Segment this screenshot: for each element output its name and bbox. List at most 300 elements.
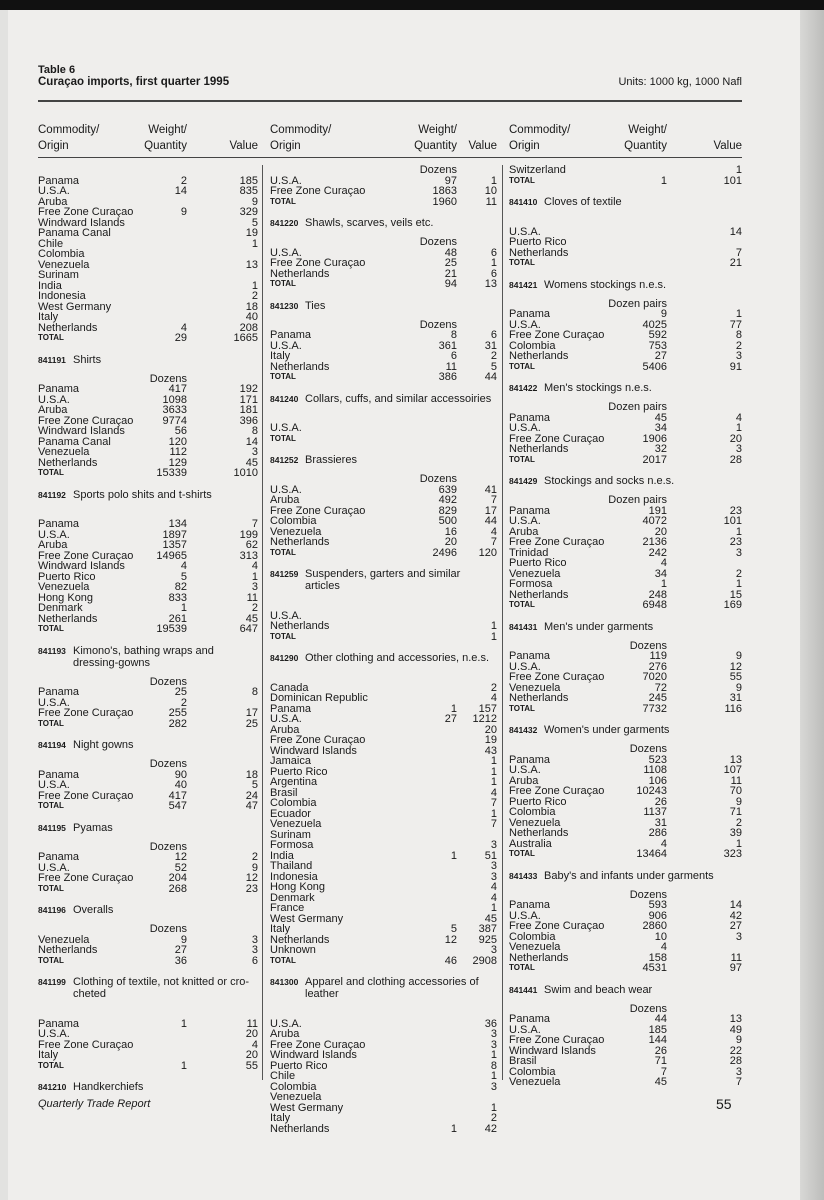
- quantity: 248: [648, 588, 667, 601]
- column-header: [509, 122, 742, 154]
- quantity: 97: [444, 174, 457, 187]
- quantity-header: [624, 122, 667, 154]
- origin-header: [509, 122, 570, 154]
- table-row: [509, 807, 742, 818]
- value: 10: [484, 185, 497, 197]
- commodity-section: [38, 739, 258, 812]
- origin: Puerto Rico: [270, 1059, 328, 1072]
- quantity: 6948: [642, 599, 667, 611]
- value: 2: [490, 350, 497, 362]
- value: 44: [484, 371, 497, 383]
- commodity-section: [270, 568, 497, 642]
- quantity: 14: [174, 185, 187, 197]
- quantity: 11: [445, 360, 457, 373]
- value: 1: [735, 525, 742, 538]
- commodity-title: Sports polo shits and t-shirts: [73, 488, 212, 501]
- table-row: [270, 423, 497, 434]
- unit-label-row: [270, 1008, 497, 1019]
- quantity: 27: [654, 350, 667, 362]
- unit-label: Dozens: [149, 840, 187, 853]
- value: 40: [245, 311, 258, 323]
- quantity: 2017: [642, 453, 667, 466]
- value: 17: [245, 707, 258, 719]
- total-row: [38, 956, 258, 967]
- quantity: 14965: [156, 549, 187, 562]
- quantity: 46: [444, 954, 457, 967]
- commodity-section: [509, 984, 742, 1088]
- total-label: TOTAL: [509, 600, 535, 609]
- origin: U.S.A.: [38, 528, 70, 541]
- quantity: 386: [438, 371, 457, 383]
- quantity: 29: [174, 332, 187, 344]
- table-row: [509, 248, 742, 259]
- table-row: [509, 516, 742, 527]
- origin: U.S.A.: [38, 779, 70, 791]
- table-row: [38, 791, 258, 802]
- total-label: TOTAL: [38, 624, 64, 633]
- origin: U.S.A.: [509, 1023, 541, 1036]
- table-row: [270, 351, 497, 362]
- table-row: [270, 819, 497, 830]
- unit-label-row: [38, 759, 258, 770]
- origin: Netherlands: [270, 360, 330, 373]
- value: 208: [239, 321, 258, 334]
- origin: Netherlands: [509, 827, 569, 839]
- origin: Jamaica: [270, 755, 311, 767]
- value: 12: [729, 660, 742, 673]
- quantity: 1357: [162, 539, 187, 551]
- value: 1: [735, 578, 742, 590]
- unit-label-row: [509, 216, 742, 227]
- value: 6: [490, 267, 497, 280]
- origin-header-line1: Commodity/: [509, 124, 571, 136]
- column-divider: [502, 165, 503, 1080]
- table-row: [38, 426, 258, 437]
- total-row: [509, 258, 742, 269]
- value: 77: [729, 318, 742, 331]
- value: 157: [478, 702, 497, 715]
- table-row: [509, 506, 742, 517]
- unit-label-row: [509, 744, 742, 755]
- value: 1: [735, 837, 742, 850]
- table-row: [38, 176, 258, 187]
- table-row: [509, 1035, 742, 1046]
- origin: Panama: [38, 174, 79, 187]
- value: 7: [490, 797, 497, 809]
- origin: U.S.A.: [270, 483, 302, 496]
- total-label: TOTAL: [38, 883, 64, 893]
- table-row: [270, 756, 497, 767]
- table-row: [509, 672, 742, 683]
- origin: Free Zone Curaçao: [38, 707, 134, 719]
- quantity: 40: [174, 779, 187, 791]
- value: 91: [729, 360, 742, 373]
- value: 3: [490, 1028, 497, 1040]
- origin: Venezuela: [38, 933, 90, 946]
- origin: Netherlands: [509, 246, 569, 259]
- value: 42: [729, 909, 742, 922]
- value: 1: [735, 164, 742, 176]
- value-header: Value: [713, 140, 742, 152]
- commodity-title: Night gowns: [73, 739, 134, 751]
- value: 3: [490, 839, 497, 851]
- unit-label-row: [270, 672, 497, 683]
- quantity-header-line1: Weight/: [148, 124, 187, 136]
- table-row: [270, 1124, 497, 1135]
- quantity: 158: [648, 951, 667, 964]
- commodity-code: 841290: [270, 653, 299, 663]
- value: 1: [735, 422, 742, 434]
- unit-label: Dozen pairs: [608, 297, 667, 310]
- origin: Panama: [509, 504, 550, 517]
- value: 15: [729, 588, 742, 601]
- value: 313: [239, 549, 258, 562]
- value: 70: [729, 785, 742, 797]
- table-row: [38, 312, 258, 323]
- origin: U.S.A.: [38, 393, 70, 406]
- value: 45: [245, 612, 258, 625]
- value: 7: [251, 518, 258, 530]
- value: 4: [490, 891, 497, 904]
- value: 23: [729, 504, 742, 517]
- origin: Aruba: [270, 494, 300, 506]
- value: 2: [490, 681, 497, 694]
- quantity: 4531: [642, 962, 667, 974]
- value: 3: [735, 1065, 742, 1078]
- table-row: [270, 341, 497, 352]
- value: 1: [490, 765, 497, 778]
- table-row: [270, 495, 497, 506]
- value: 7: [490, 536, 497, 548]
- commodity-code: 841300: [270, 977, 299, 987]
- table-row: [509, 537, 742, 548]
- origin: Aruba: [38, 195, 68, 208]
- quantity: 1137: [643, 806, 667, 818]
- value: 49: [729, 1023, 742, 1036]
- origin: Netherlands: [38, 321, 98, 334]
- value: 1: [490, 174, 497, 187]
- value: 5: [251, 216, 258, 229]
- value: 41: [484, 483, 497, 496]
- value: 1665: [233, 332, 258, 344]
- value: 24: [245, 789, 258, 802]
- commodity-heading: [270, 217, 497, 229]
- commodity-code: 841192: [38, 489, 66, 500]
- origin: Italy: [38, 1049, 59, 1061]
- commodity-title: Men's stockings n.e.s.: [544, 382, 652, 394]
- table-row: [509, 786, 742, 797]
- table-row: [270, 914, 497, 925]
- origin: Free Zone Curaçao: [38, 549, 134, 562]
- quantity: 1897: [162, 528, 187, 541]
- quantity: 112: [169, 446, 187, 458]
- value: 9: [735, 795, 742, 808]
- value: 181: [239, 404, 258, 416]
- scan-right-edge: [800, 10, 824, 1200]
- total-row: [270, 632, 497, 643]
- commodity-heading: [270, 976, 497, 1000]
- units-note: Units: 1000 kg, 1000 Nafl: [618, 76, 742, 88]
- value: 55: [245, 1059, 258, 1072]
- quantity: 129: [168, 456, 187, 469]
- table-row: [509, 1056, 742, 1067]
- total-row: [38, 333, 258, 344]
- table-column: [509, 165, 742, 1088]
- quantity: 6: [450, 350, 457, 362]
- commodity-section: [509, 196, 742, 269]
- table-column: [270, 165, 497, 1134]
- quantity: 906: [648, 909, 667, 922]
- origin: Puerto Rico: [270, 765, 328, 778]
- commodity-heading: [38, 976, 258, 1000]
- origin: U.S.A.: [270, 1017, 302, 1030]
- value: 43: [484, 744, 497, 757]
- origin: Australia: [509, 837, 552, 850]
- quantity: 90: [174, 768, 187, 781]
- table-row: [38, 405, 258, 416]
- origin: Canada: [270, 681, 309, 694]
- table-row: [509, 765, 742, 776]
- origin: Italy: [270, 350, 291, 362]
- origin: India: [270, 849, 294, 862]
- commodity-code: 841195: [38, 822, 66, 833]
- quantity: 9: [180, 206, 187, 218]
- quantity: 21: [444, 267, 457, 280]
- total-label: TOTAL: [509, 258, 535, 267]
- quantity: 10: [654, 930, 667, 943]
- commodity-heading: [509, 724, 742, 736]
- value: 11: [730, 951, 742, 964]
- origin: Colombia: [38, 248, 85, 260]
- quantity: 26: [654, 1044, 667, 1057]
- origin: Aruba: [38, 404, 68, 416]
- table-row: [509, 839, 742, 850]
- origin: Free Zone Curaçao: [38, 1038, 134, 1051]
- quantity: 282: [168, 717, 187, 730]
- quantity: 1863: [432, 185, 457, 197]
- quantity: 191: [648, 504, 667, 517]
- origin: Panama: [509, 308, 550, 320]
- quantity: 8: [450, 329, 457, 341]
- origin: U.S.A.: [509, 909, 541, 922]
- origin: U.S.A.: [38, 861, 70, 874]
- quantity: 25: [444, 257, 457, 269]
- table-column: [38, 165, 258, 1093]
- table-row: [270, 1092, 497, 1103]
- origin: U.S.A.: [509, 225, 541, 238]
- origin: Italy: [38, 311, 59, 323]
- commodity-heading: [270, 300, 497, 312]
- value: 11: [485, 195, 497, 208]
- value: 42: [484, 1122, 497, 1135]
- quantity: 417: [168, 789, 187, 802]
- commodity-heading: [509, 984, 742, 996]
- unit-label-row: [38, 924, 258, 935]
- origin: Free Zone Curaçao: [270, 504, 366, 517]
- quantity: 13464: [636, 848, 667, 860]
- origin-header-line1: Commodity/: [38, 124, 100, 136]
- origin: Free Zone Curaçao: [509, 329, 605, 341]
- table-row: [270, 1113, 497, 1124]
- table-row: [38, 780, 258, 791]
- origin: Panama: [38, 768, 79, 781]
- quantity: 44: [654, 1013, 667, 1025]
- commodity-code: 841220: [270, 218, 299, 228]
- table-row: [270, 269, 497, 280]
- table-row: [509, 693, 742, 704]
- origin: Hong Kong: [38, 591, 94, 604]
- origin: Venezuela: [509, 1076, 561, 1088]
- value: 13: [729, 1013, 742, 1025]
- value: 8: [251, 686, 258, 698]
- origin: Windward Islands: [270, 1049, 357, 1061]
- commodity-title: Pyamas: [73, 821, 113, 834]
- commodity-code: 841230: [270, 300, 299, 311]
- origin: Thailand: [270, 860, 313, 872]
- value: 36: [484, 1017, 497, 1030]
- origin: Netherlands: [509, 588, 569, 601]
- origin: Indonesia: [270, 870, 318, 883]
- commodity-code: 841431: [509, 621, 538, 632]
- value: 835: [239, 185, 258, 197]
- commodity-code: 841194: [38, 740, 66, 750]
- commodity-heading: [270, 652, 497, 664]
- value: 31: [484, 339, 497, 352]
- quantity: 242: [648, 546, 667, 559]
- table-row: [38, 561, 258, 572]
- table-row: [509, 1077, 742, 1088]
- quantity: 268: [168, 882, 187, 895]
- value: 31: [729, 692, 742, 704]
- table-row: [270, 485, 497, 496]
- table-row: [38, 207, 258, 218]
- table-row: [270, 924, 497, 935]
- table-row: [509, 828, 742, 839]
- table-row: [270, 1050, 497, 1061]
- origin: Switzerland: [509, 164, 566, 176]
- origin: Panama: [38, 686, 79, 698]
- quantity: 9: [660, 308, 667, 320]
- value: 101: [723, 174, 742, 187]
- origin: Italy: [270, 923, 291, 935]
- origin: Puerto Rico: [509, 557, 567, 569]
- quantity-header: [414, 122, 457, 154]
- origin: Colombia: [270, 797, 317, 809]
- value: 1: [490, 755, 497, 767]
- quantity: 185: [648, 1023, 667, 1036]
- value: 1: [490, 902, 497, 914]
- table-row: [270, 882, 497, 893]
- table-row: [509, 165, 742, 176]
- value: 2908: [472, 954, 497, 967]
- total-row: [509, 455, 742, 466]
- origin: Free Zone Curaçao: [509, 671, 605, 683]
- value: 1: [490, 257, 497, 269]
- total-label: TOTAL: [270, 955, 296, 965]
- origin: Free Zone Curaçao: [38, 414, 134, 427]
- value: 6: [490, 329, 497, 341]
- origin: Argentina: [270, 776, 318, 788]
- table-row: [38, 249, 258, 260]
- value-header: Value: [468, 140, 497, 152]
- commodity-section: [509, 724, 742, 860]
- origin: Panama: [270, 329, 311, 341]
- total-row: [38, 884, 258, 895]
- unit-label: Dozens: [149, 758, 187, 770]
- quantity-header-line1: Weight/: [628, 124, 667, 136]
- table-row: [38, 770, 258, 781]
- unit-label: Dozens: [419, 164, 457, 176]
- commodity-heading: [38, 354, 258, 366]
- commodity-code: 841252: [270, 455, 299, 465]
- origin: Venezuela: [509, 816, 561, 829]
- origin: West Germany: [38, 300, 112, 313]
- quantity: 34: [654, 567, 667, 580]
- table-row: [270, 798, 497, 809]
- commodity-title: Brassieres: [305, 454, 357, 466]
- commodity-heading: [509, 621, 742, 633]
- value: 9: [735, 650, 742, 662]
- table-row: [38, 614, 258, 625]
- value: 45: [245, 456, 258, 469]
- origin: Free Zone Curaçao: [270, 185, 366, 197]
- quantity: 829: [438, 504, 457, 517]
- table-row: [270, 714, 497, 725]
- quantity: 1: [450, 849, 457, 862]
- unit-label-row: [270, 165, 497, 176]
- origin: Chile: [38, 237, 64, 250]
- quantity: 5: [450, 923, 457, 935]
- value: 13: [484, 278, 497, 290]
- origin: Windward Islands: [38, 425, 125, 437]
- value: 18: [245, 300, 258, 313]
- quantity: 45: [654, 1076, 667, 1088]
- origin: Panama: [509, 753, 550, 766]
- table-row: [38, 270, 258, 281]
- total-row: [38, 801, 258, 812]
- quantity: 56: [174, 425, 187, 437]
- value: 22: [729, 1044, 742, 1057]
- commodity-section: [270, 393, 497, 445]
- origin: Colombia: [509, 930, 556, 943]
- origin: Free Zone Curaçao: [509, 785, 605, 797]
- origin: Colombia: [509, 339, 556, 352]
- value: 9: [735, 1034, 742, 1046]
- origin: France: [270, 902, 305, 914]
- commodity-heading: [509, 870, 742, 882]
- origin: Aruba: [38, 539, 68, 551]
- commodity-title: Clothing of textile, not knitted or cro-cheted: [73, 976, 250, 1000]
- value: 14: [729, 225, 742, 238]
- origin: Free Zone Curaçao: [509, 432, 605, 445]
- commodity-code: 841410: [509, 197, 538, 207]
- value: 2: [735, 339, 742, 352]
- table-row: [38, 582, 258, 593]
- quantity: 20: [444, 536, 457, 548]
- table-row: [38, 384, 258, 395]
- total-row: [509, 849, 742, 860]
- table-row: [270, 840, 497, 851]
- origin: Netherlands: [270, 1122, 330, 1135]
- unit-label: Dozens: [419, 473, 457, 485]
- origin: Panama: [38, 518, 79, 530]
- value: 39: [729, 827, 742, 839]
- origin: Netherlands: [270, 536, 330, 548]
- origin: Panama: [509, 411, 550, 424]
- quantity: 2: [180, 174, 187, 187]
- total-row: [270, 434, 497, 445]
- value: 1: [251, 279, 258, 292]
